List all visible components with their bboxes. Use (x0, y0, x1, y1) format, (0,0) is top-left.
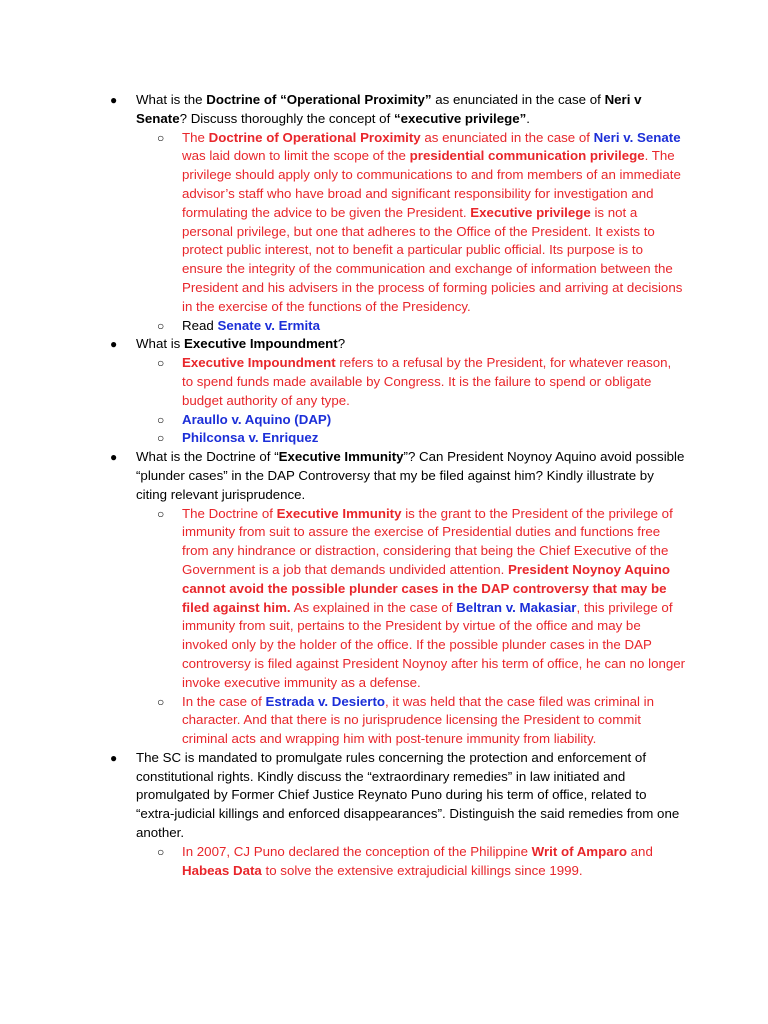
text-run: , this privilege of immunity from suit, pertains to the President by virtue of the office and may be invoked only by the holder of the office. If the possible plunder cases in the DAP controversy is filed against President Noynoy after his term of office, he can no longer invoke executive immunity as a defense. (182, 599, 686, 690)
text-run: Executive Impoundment (184, 336, 338, 352)
answer-text (182, 318, 320, 333)
question-text (136, 449, 684, 502)
answer-philconsa-v-enriquez (110, 429, 686, 448)
answer-text (182, 430, 318, 445)
document-body (110, 91, 686, 880)
answer-read-senate-v-ermita (110, 317, 686, 336)
bullet-disc: ● (110, 750, 118, 765)
text-run: Doctrine of “Operational Proximity” (206, 92, 432, 107)
text-run: What is the (136, 92, 207, 107)
text-run: was laid down to limit the scope of the (182, 148, 410, 164)
bullet-disc: ● (110, 93, 118, 107)
question-executive-impoundment (110, 335, 686, 354)
text-run: In the case of (182, 693, 266, 709)
text-run: The SC is mandated to promulgate rules concerning the protection and enforcement of constitutional rights. Kindly discuss the “extraordinary remedies” in law initiated and promulgated by Former Chief Justice Reynato Puno during his term of office, related to “extra-judicial killings and enforced disappearances”. Distinguish the said remedies from one another. (136, 749, 680, 841)
text-run: ”? Can President Noynoy Aquino avoid possible “plunder cases” in the DAP Controversy that my be filed against him? Kindly illustrate by citing relevant jurisprudence. (136, 449, 685, 502)
text-run: Habeas Data (182, 862, 262, 878)
text-run: Doctrine of Operational Proximity (208, 129, 421, 145)
text-run: ? Discuss thoroughly the concept of (179, 110, 394, 126)
question-executive-immunity (110, 448, 686, 504)
text-run: . The privilege should apply only to communications to and from members of an immediate advisor’s staff who have broad and significant responsibility for investigation and formulating the advice to be given the President. (182, 148, 681, 220)
text-run: , it was held that the case filed was criminal in character. And that there is no jurisprudence licensing the President to commit criminal acts and wrapping him with post-tenure immunity from liability. (182, 693, 655, 747)
bullet-circle: ○ (157, 694, 165, 709)
answer-operational-proximity (110, 129, 686, 317)
question-text (136, 336, 345, 351)
text-run: ? (337, 336, 346, 352)
answer-text (182, 506, 685, 690)
text-run: The Doctrine of (182, 505, 277, 521)
text-run: Beltran v. Makasiar (456, 599, 577, 615)
text-run: Neri v. Senate (593, 129, 681, 145)
text-run: presidential communication privilege (409, 148, 645, 164)
answer-araullo-v-aquino (110, 411, 686, 430)
question-text (136, 750, 679, 840)
text-run: as enunciated in the case of (431, 92, 605, 107)
text-run: as enunciated in the case of (420, 129, 594, 145)
text-run: What is the Doctrine of “ (136, 449, 279, 465)
text-run: Writ of Amparo (531, 843, 627, 859)
text-run: Araullo v. Aquino (DAP) (182, 411, 332, 427)
text-run: President Noynoy Aquino cannot avoid the possible plunder cases in the DAP controversy that may be filed against him. (182, 561, 671, 615)
question-operational-proximity (110, 91, 686, 129)
bullet-circle: ○ (157, 412, 165, 427)
text-run: As explained in the case of (290, 599, 457, 615)
answer-text (182, 412, 331, 427)
bullet-circle: ○ (157, 130, 165, 145)
text-run: Read (182, 317, 218, 333)
answer-executive-impoundment (110, 354, 686, 410)
text-run: In 2007, CJ Puno declared the conception of the Philippine (182, 843, 532, 859)
text-run: The (182, 129, 209, 145)
bullet-circle: ○ (157, 506, 165, 521)
text-run: What is (136, 336, 185, 352)
answer-text (182, 844, 653, 878)
answer-text (182, 694, 654, 747)
text-run: Senate v. Ermita (217, 317, 320, 333)
bullet-disc: ● (110, 337, 118, 352)
bullet-disc: ● (110, 450, 118, 465)
answer-text (182, 130, 682, 314)
text-run: and (626, 843, 653, 859)
text-run: Executive Immunity (278, 449, 404, 465)
question-extraordinary-remedies (110, 749, 686, 843)
text-run: to solve the extensive extrajudicial killings since 1999. (261, 862, 583, 878)
answer-text (182, 355, 671, 408)
text-run: “executive privilege” (393, 110, 527, 126)
text-run: Executive Impoundment (182, 355, 336, 371)
text-run: Philconsa v. Enriquez (182, 430, 319, 446)
answer-writ-of-amparo (110, 843, 686, 881)
bullet-circle: ○ (157, 356, 165, 371)
text-run: Executive privilege (470, 204, 591, 220)
question-text (136, 92, 642, 126)
bullet-circle: ○ (157, 318, 165, 333)
answer-executive-immunity (110, 505, 686, 693)
text-run: . (526, 110, 530, 126)
bullet-circle: ○ (157, 431, 165, 446)
text-run: Estrada v. Desierto (265, 693, 386, 709)
text-run: is the grant to the President of the privilege of immunity from suit to assure the exercise of Presidential duties and functions free from any hindrance or distraction, considering that being the Chief Executive of the Government is a job that demands undivided attention. (182, 505, 673, 577)
text-run: is not a personal privilege, but one that adheres to the Office of the President. It exists to protect public interest, not to benefit a particular public official. Its purpose is to ensure the integrity of the communication and exchange of information between the President and his advisers in the process of forming policies and arriving at decisions in the exercise of the functions of the Presidency. (182, 204, 683, 314)
answer-estrada-v-desierto (110, 693, 686, 749)
text-run: Executive Immunity (276, 505, 402, 521)
bullet-circle: ○ (157, 844, 165, 859)
text-run: refers to a refusal by the President, for whatever reason, to spend funds made available by Congress. It is the failure to spend or obligate budget authority of any type. (182, 355, 672, 408)
text-run: Neri v Senate (136, 92, 642, 126)
